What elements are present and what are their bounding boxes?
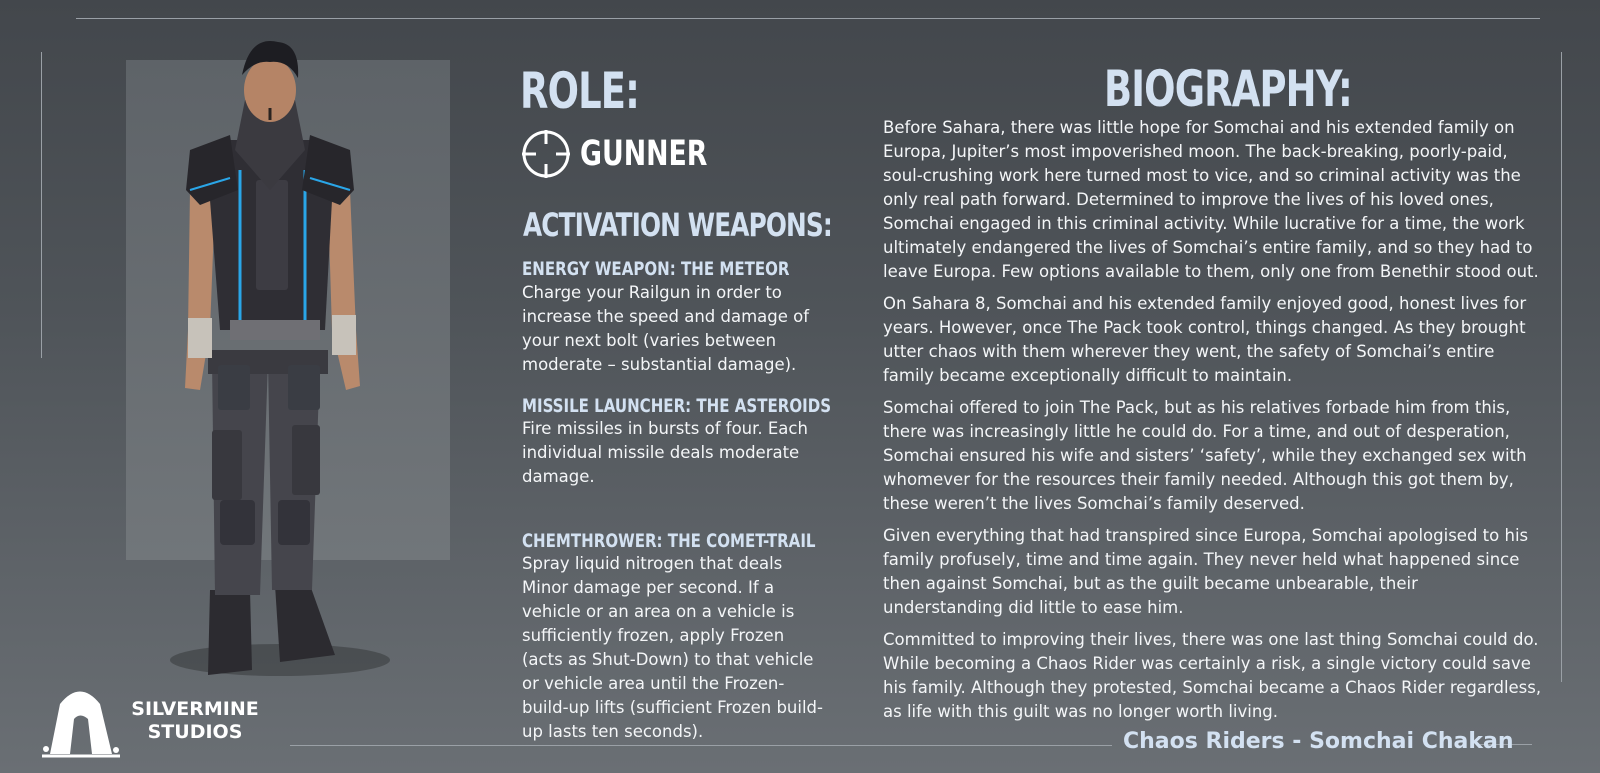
weapon-title: ENERGY WEAPON: THE METEOR	[522, 258, 790, 280]
weapon-title: CHEMTHROWER: THE COMET-TRAIL	[522, 530, 816, 552]
crosshair-icon	[520, 128, 572, 180]
silvermine-studios-logo	[40, 684, 259, 764]
weapon-description: Charge your Railgun in order to increase the speed and damage of your next bolt (varies between moderate – substantial damage).	[522, 283, 810, 374]
activation-weapons-heading: ACTIVATION WEAPONS:	[523, 206, 832, 244]
logo-wordmark	[128, 698, 262, 744]
right-frame-line	[1561, 52, 1562, 682]
role-heading: ROLE:	[520, 62, 640, 120]
left-frame-line	[41, 52, 42, 358]
biography-paragraph: Given everything that had transpired since Europa, Somchai apologised to his family profusely, time and time again. They never held what happened since then against Somchai, but as the guilt became unbearable, their understanding did little to ease him.	[883, 526, 1529, 617]
weapon-title: MISSILE LAUNCHER: THE ASTEROIDS	[522, 395, 832, 417]
biography-paragraph: Before Sahara, there was little hope for Somchai and his extended family on Europa, Jupiter’s most impoverished moon. The back-breaking, poorly-paid, soul-crushing work here turned most to vice, and so criminal activity was the only real path forward. Determined to improve the lives of his loved ones, Somchai engaged in this criminal activity. While lucrative for a time, the work ultimately endangered the lives of Somchai’s entire family, and so they had to leave Europa. Few options available to them, only one from Benethir stood out.	[883, 118, 1539, 281]
character-illustration	[160, 30, 420, 690]
logo-line-1: SILVERMINE	[131, 698, 259, 720]
biography-heading: BIOGRAPHY:	[1104, 60, 1352, 118]
logo-line-2: STUDIOS	[147, 721, 243, 743]
biography-paragraph: On Sahara 8, Somchai and his extended family enjoyed good, honest lives for years. However, once The Pack took control, things changed. As they brought utter chaos with them wherever they went, the safety of Somchai’s entire family became exceptionally difficult to maintain.	[883, 294, 1527, 385]
silvermine-logo-icon	[40, 684, 122, 760]
weapon-description: Fire missiles in bursts of four. Each individual missile deals moderate damage.	[522, 419, 808, 486]
biography-paragraph: Committed to improving their lives, there was one last thing Somchai could do. While becoming a Chaos Rider was certainly a risk, a single victory could save his family. Although they protested, Somchai became a Chaos Rider regardless, as life with this guilt was no longer worth living.	[883, 630, 1542, 721]
role-label: GUNNER	[580, 134, 708, 174]
footer-title: Chaos Riders - Somchai Chakan	[1123, 729, 1514, 754]
biography-paragraph: Somchai offered to join The Pack, but as his relatives forbade him from this, there was increasingly little he could do. For a time, and out of desperation, Somchai ensured his wife and sisters’ ‘safety’, while they exchanged sex with whomever for the resources their family needed. Although this got them by, these weren’t the lives Somchai’s family deserved.	[883, 398, 1527, 513]
biography-text	[883, 116, 1543, 732]
weapon-description: Spray liquid nitrogen that deals Minor damage per second. If a vehicle or an area on a vehicle is sufficiently frozen, apply Frozen (acts as Shut-Down) to that vehicle or vehicle area until the Frozen-build-up lifts (sufficient Frozen build-up lasts ten seconds).	[522, 554, 823, 741]
bottom-frame-line	[290, 745, 1112, 746]
top-frame-line	[76, 18, 1540, 19]
